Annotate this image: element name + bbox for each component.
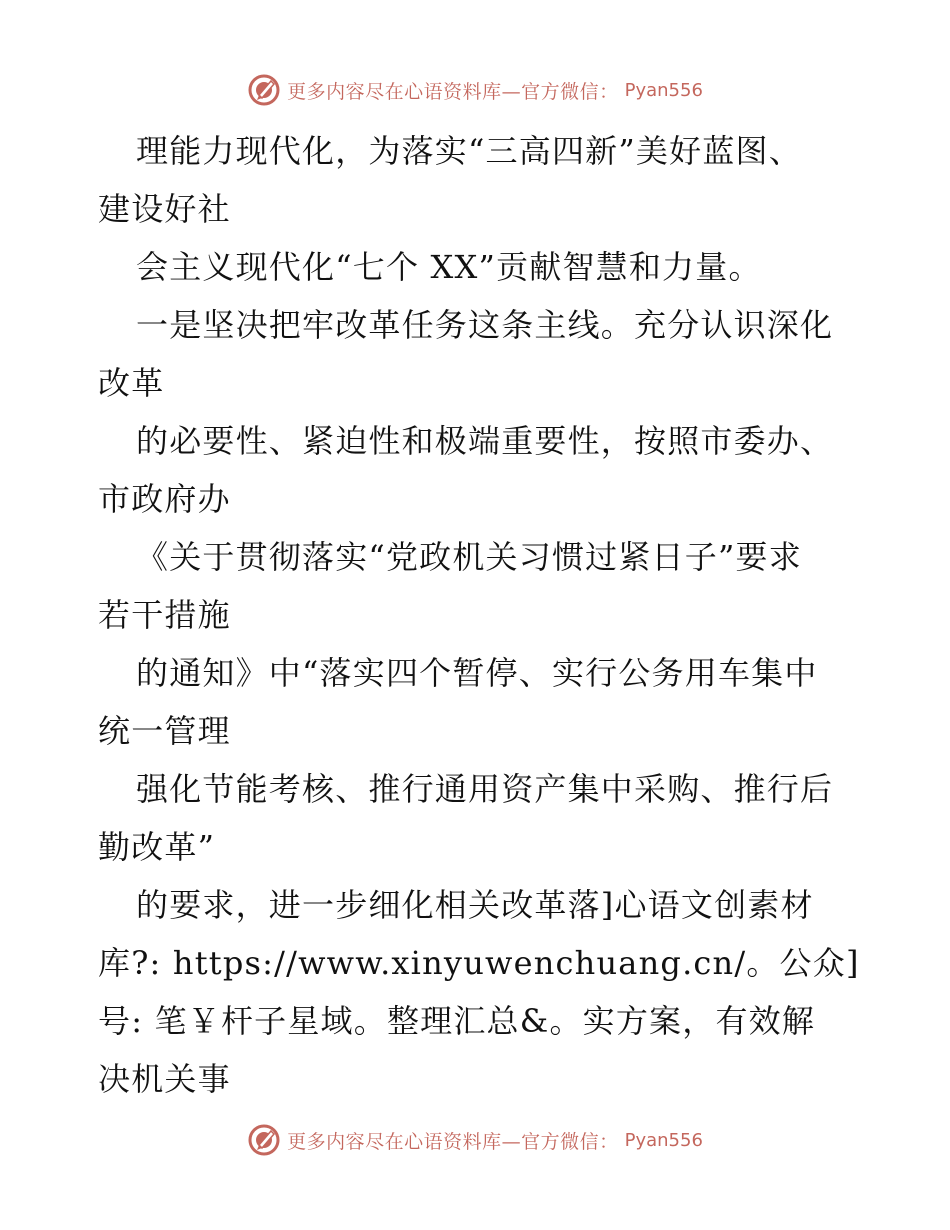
text-line: 决机关事 <box>98 1060 231 1098</box>
text-line: 强化节能考核、推行通用资产集中采购、推行后 <box>136 770 834 808</box>
text-line: 市政府办 <box>98 480 231 518</box>
text-line: 《关于贯彻落实“党政机关习惯过紧日子”要求 <box>136 538 802 576</box>
text-line: 建设好社 <box>98 190 231 228</box>
text-line: 的通知》中“落实四个暂停、实行公务用车集中 <box>136 654 818 692</box>
text-line: 会主义现代化“七个 XX”贡献智慧和力量。 <box>136 248 762 286</box>
text-line: 库?: https://www.xinyuwenchuang.cn/。公众] <box>98 944 860 982</box>
text-line: 的必要性、紧迫性和极端重要性，按照市委办、 <box>136 422 834 460</box>
document-body <box>98 122 858 1108</box>
text-line: 理能力现代化，为落实“三高四新”美好蓝图、 <box>136 132 802 170</box>
text-line: 的要求，进一步细化相关改革落]心语文创素材 <box>136 886 814 924</box>
footer-watermark <box>0 1120 950 1160</box>
pen-logo-icon <box>247 1123 281 1157</box>
text-line: 统一管理 <box>98 712 231 750</box>
watermark-wechat-id: Pyan556 <box>624 79 703 101</box>
watermark-text: 更多内容尽在心语资料库—官方微信： <box>287 1130 619 1153</box>
text-line: 一是坚决把牢改革任务这条主线。充分认识深化 <box>136 306 834 344</box>
text-line: 勤改革” <box>98 828 216 866</box>
text-line: 若干措施 <box>98 596 231 634</box>
watermark-wechat-id: Pyan556 <box>624 1129 703 1151</box>
text-line: 号: 笔￥杆子星域。整理汇总&。实方案，有效解 <box>98 1002 816 1040</box>
header-watermark <box>0 70 950 110</box>
watermark-text: 更多内容尽在心语资料库—官方微信： <box>287 80 619 103</box>
text-line: 改革 <box>98 364 165 402</box>
pen-logo-icon <box>247 73 281 107</box>
